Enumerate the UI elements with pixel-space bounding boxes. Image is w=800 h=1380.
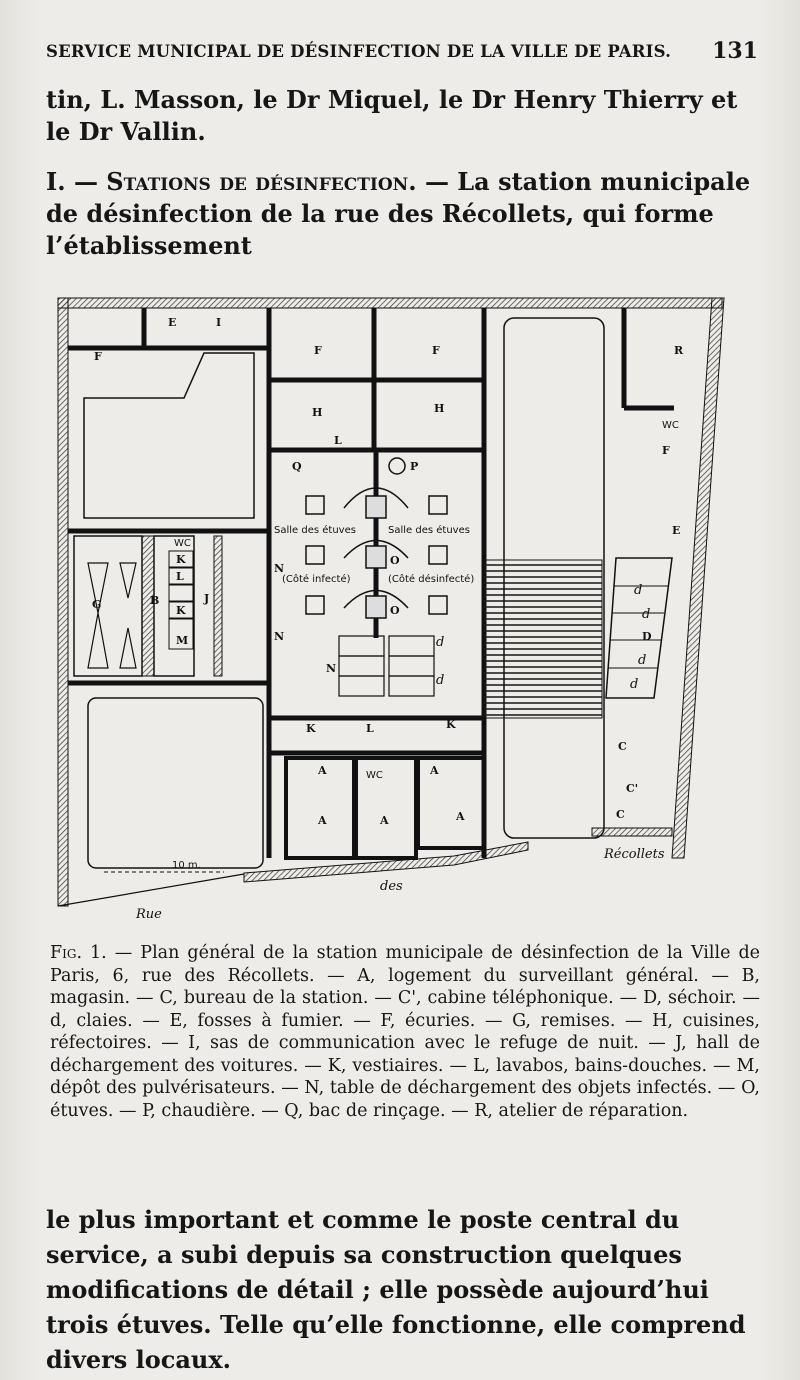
svg-text:F: F: [94, 350, 102, 363]
svg-text:A: A: [318, 814, 327, 827]
svg-text:O: O: [390, 604, 400, 617]
svg-text:Salle des étuves: Salle des étuves: [388, 525, 470, 536]
svg-text:A: A: [318, 764, 327, 777]
svg-text:C: C: [616, 808, 625, 821]
svg-text:C': C': [626, 782, 639, 795]
svg-text:des: des: [380, 879, 403, 894]
svg-text:Rue: Rue: [136, 907, 162, 922]
svg-text:(Côté infecté): (Côté infecté): [282, 574, 351, 585]
svg-text:d: d: [436, 635, 445, 650]
hall-j-stripes: [484, 560, 602, 718]
svg-text:WC: WC: [366, 770, 383, 781]
courtyard-north: [84, 353, 254, 518]
svg-text:(Côté désinfecté): (Côté désinfecté): [388, 574, 475, 585]
running-title: SERVICE MUNICIPAL DE DÉSINFECTION DE LA VILLE DE PARIS.: [46, 42, 672, 61]
svg-text:N: N: [274, 562, 285, 575]
svg-text:P: P: [410, 460, 419, 473]
svg-text:N: N: [326, 662, 337, 675]
courtyard-south: [88, 698, 263, 868]
svg-text:K: K: [306, 722, 316, 735]
svg-text:M: M: [176, 634, 189, 647]
svg-text:F: F: [314, 344, 322, 357]
section-stations: [46, 166, 758, 262]
svg-text:d: d: [638, 653, 647, 668]
svg-text:A: A: [430, 764, 439, 777]
remises-bay: [74, 536, 142, 676]
svg-text:d: d: [634, 583, 643, 598]
svg-text:d: d: [642, 607, 651, 622]
svg-text:L: L: [334, 434, 342, 447]
svg-text:Q: Q: [292, 460, 302, 473]
svg-text:J: J: [204, 592, 210, 605]
svg-text:G: G: [92, 598, 102, 611]
svg-text:d: d: [436, 673, 445, 688]
svg-text:L: L: [176, 570, 184, 583]
svg-text:WC: WC: [662, 420, 679, 431]
rooms-a: [286, 758, 484, 858]
svg-text:L: L: [366, 722, 374, 735]
svg-text:C: C: [618, 740, 627, 753]
figure-number: Fig. 1.: [50, 943, 107, 963]
svg-text:A: A: [456, 810, 465, 823]
svg-text:Salle des étuves: Salle des étuves: [274, 525, 356, 536]
tables: [339, 636, 434, 696]
svg-text:E: E: [672, 524, 681, 537]
svg-text:R: R: [674, 344, 684, 357]
svg-text:O: O: [390, 554, 400, 567]
svg-text:N: N: [274, 630, 285, 643]
section-text: — La station municipale de désinfection de la rue des Récollets, qui forme l’établissement: [46, 167, 751, 260]
svg-text:K: K: [446, 718, 456, 731]
sechoir-d: [606, 558, 672, 698]
svg-text:B: B: [150, 594, 160, 607]
page-number: 131: [712, 38, 758, 64]
svg-text:E: E: [168, 316, 177, 329]
svg-text:d: d: [630, 677, 639, 692]
svg-text:I: I: [216, 316, 222, 329]
svg-text:K: K: [176, 604, 186, 617]
floor-plan-figure: [44, 268, 760, 930]
svg-text:H: H: [434, 402, 445, 415]
svg-text:F: F: [432, 344, 440, 357]
floor-plan-drawing: [44, 268, 760, 930]
svg-text:H: H: [312, 406, 323, 419]
paragraph-continuation-2: le plus important et comme le poste central du service, a subi depuis sa construction quelques modifications de détail ; elle possède aujourd’hui trois étuves. Telle qu’elle fonctionne, elle comprend divers locaux.: [46, 1205, 746, 1374]
svg-text:WC: WC: [174, 538, 191, 549]
page-header: [46, 36, 758, 72]
figure-caption: [50, 942, 760, 1122]
section-title: Stations de désinfection.: [106, 167, 417, 196]
section-number: I. —: [46, 167, 98, 196]
paragraph-continuation: tin, L. Masson, le Dr Miquel, le Dr Henry Thierry et le Dr Vallin.: [46, 85, 738, 146]
figure-caption-text: — Plan général de la station municipale de désinfection de la Ville de Paris, 6, rue des Récollets. — A, logement du surveillant général. — B, magasin. — C, bureau de la station. — C', cabine téléphonique. — D, séchoir. — d, claies. — E, fosses à fumier. — F, écuries. — G, remises. — H, cuisines, réfectoires. — I, sas de communication avec le refuge de nuit. — J, hall de déchargement des voitures. — K, vestiaires. — L, lavabos, bains-douches. — M, dépôt des pulvérisateurs. — N, table de déchargement des objets infectés. — O, étuves. — P, chaudière. — Q, bac de rinçage. — R, atelier de réparation.: [50, 943, 760, 1121]
svg-text:Récollets: Récollets: [604, 847, 665, 862]
svg-text:F: F: [662, 444, 670, 457]
svg-text:10 m.: 10 m.: [172, 860, 201, 871]
svg-text:D: D: [642, 630, 652, 643]
svg-text:K: K: [176, 553, 186, 566]
svg-text:A: A: [380, 814, 389, 827]
